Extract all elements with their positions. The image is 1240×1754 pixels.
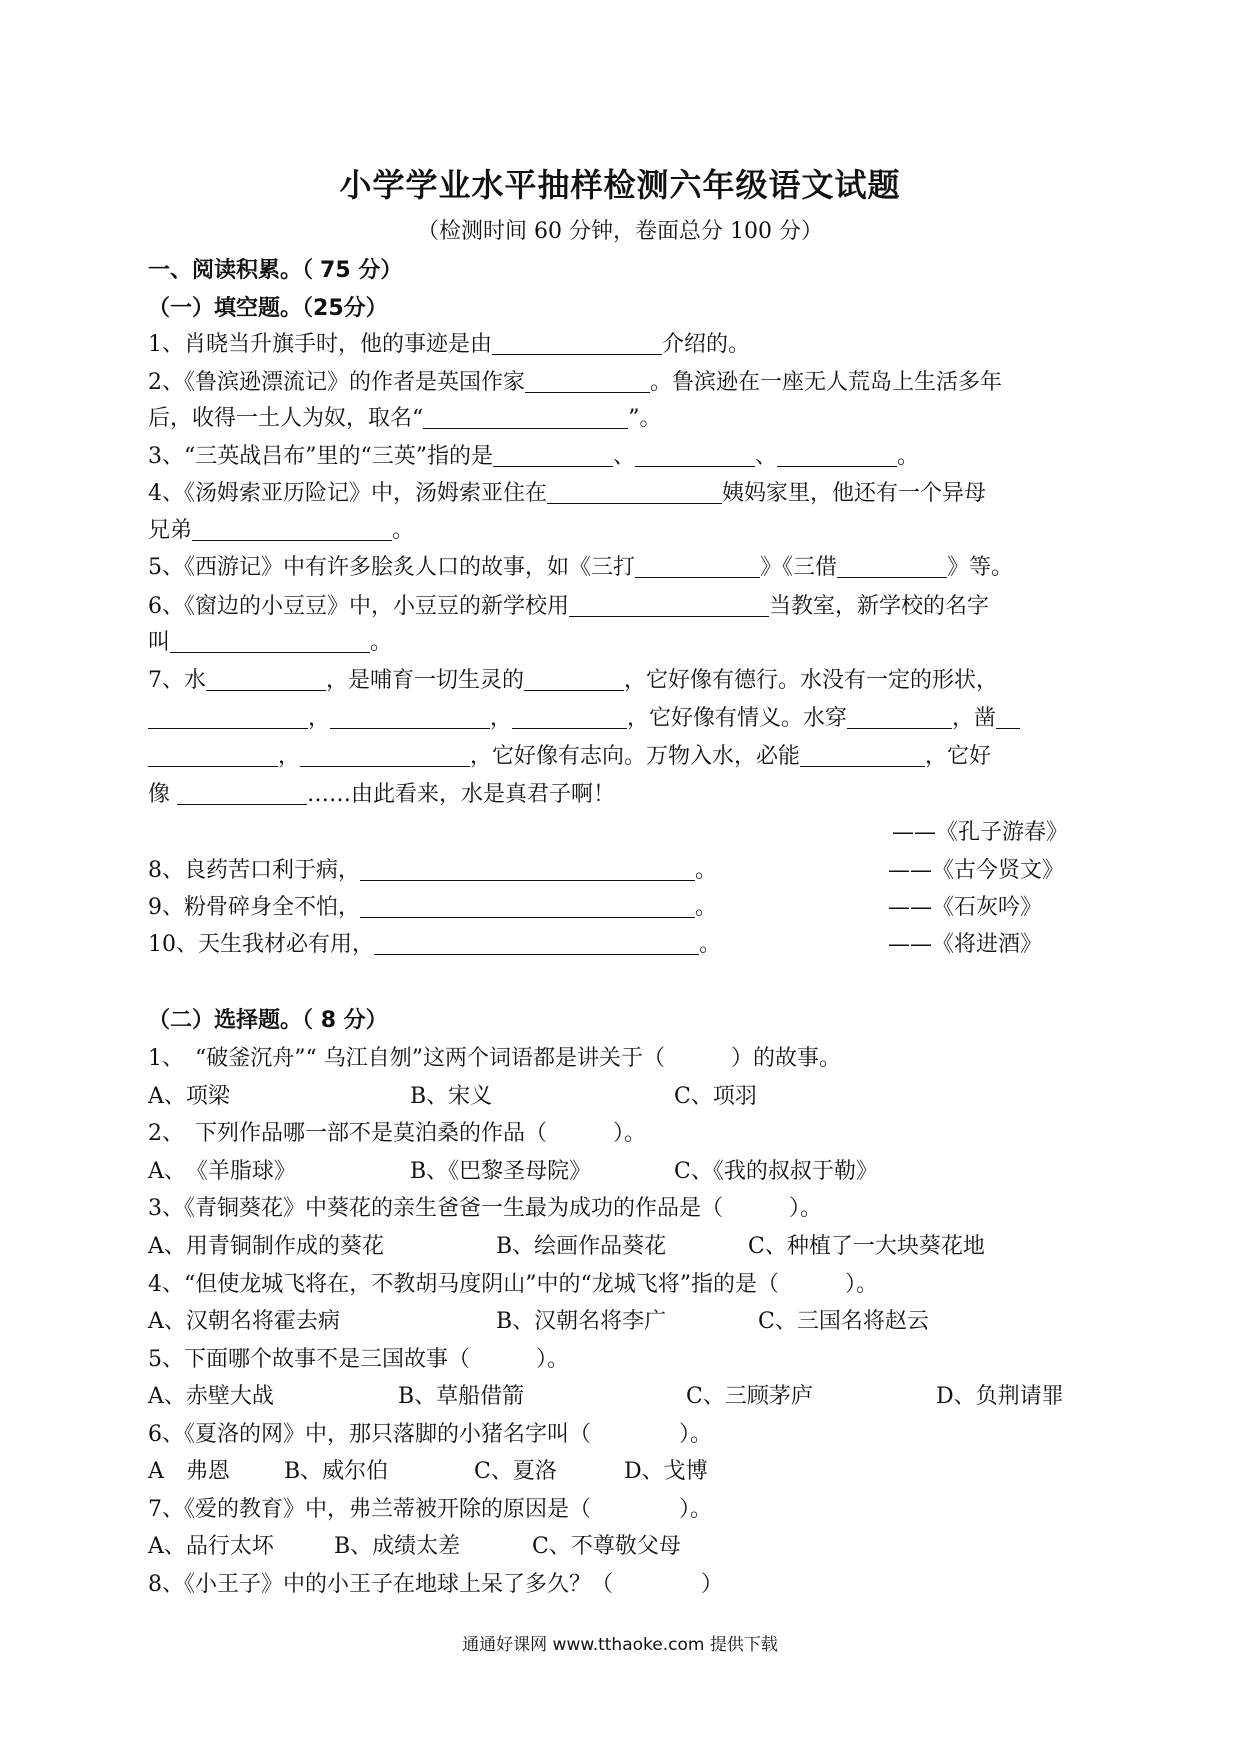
choice-question-6: 6、《夏洛的网》中，那只落脚的小猪名字叫（ ）。 <box>148 1422 712 1447</box>
q7-blank-8[interactable] <box>148 744 278 767</box>
q2-text-end: ”。 <box>628 406 662 431</box>
q3-blank-2[interactable] <box>635 444 755 467</box>
option-b[interactable]: B、草船借箭 <box>398 1384 525 1409</box>
q7-blank-10[interactable] <box>800 744 925 767</box>
q2-blank-1[interactable] <box>525 370 650 393</box>
fill-question-1 <box>148 330 750 360</box>
q7-blank-3[interactable] <box>148 706 308 729</box>
choice-question-1: 1、 “破釜沉舟”“ 乌江自刎”这两个词语都是讲关于（ ）的故事。 <box>148 1046 841 1071</box>
q7-sep-3: ， <box>278 744 301 769</box>
q3-text-end: 。 <box>897 444 920 469</box>
q2-blank-2[interactable] <box>423 406 628 429</box>
q7-blank-7[interactable] <box>996 706 1020 729</box>
q7-text-6: ，它好像有志向。万物入水，必能 <box>470 744 801 769</box>
q7-blank-5[interactable] <box>512 706 627 729</box>
part2-score: 8 <box>320 1008 336 1033</box>
fill-question-9 <box>148 893 717 923</box>
q8-text-end: 。 <box>695 858 718 883</box>
q2-text-2: 。鲁滨逊在一座无人荒岛上生活多年 <box>650 370 1003 395</box>
q9-text: 9、粉骨碎身全不怕， <box>148 895 360 920</box>
fill-question-2 <box>148 368 1002 398</box>
option-a[interactable]: A 弗恩 <box>148 1459 230 1484</box>
part1-score: 25 <box>313 296 344 321</box>
option-b[interactable]: B、威尔伯 <box>284 1459 389 1484</box>
q5-text-2: 》《三借 <box>760 555 838 580</box>
q10-source: ——《将进酒》 <box>888 932 1043 957</box>
part2-heading-text: （二）选择题。（ <box>148 1008 314 1033</box>
q7-sep-2: ， <box>490 706 513 731</box>
option-a[interactable]: A、品行太坏 <box>148 1534 274 1559</box>
q7-text-2: ，是哺育一切生灵的 <box>326 668 525 693</box>
q6-text-end: 。 <box>370 630 393 655</box>
q7-text-4: ，它好像有情义。水穿 <box>627 706 848 731</box>
q3-blank-1[interactable] <box>493 444 613 467</box>
option-c[interactable]: C、不尊敬父母 <box>532 1534 681 1559</box>
option-d[interactable]: D、负荆请罪 <box>936 1384 1064 1409</box>
fill-question-7-line2 <box>148 704 1020 734</box>
section1-score: 75 <box>320 258 351 283</box>
q1-blank[interactable] <box>492 332 662 355</box>
option-a[interactable]: A、项梁 <box>148 1084 230 1109</box>
q9-text-end: 。 <box>695 895 718 920</box>
q7-text-3: ，它好像有德行。水没有一定的形状， <box>624 668 999 693</box>
choice-question-4: 4、“但使龙城飞将在，不教胡马度阴山”中的“龙城飞将”指的是（ ）。 <box>148 1272 878 1297</box>
option-c[interactable]: C、夏洛 <box>474 1459 557 1484</box>
part1-heading <box>148 294 388 324</box>
option-c[interactable]: C、《我的叔叔于勒》 <box>674 1159 878 1184</box>
q8-source: ——《古今贤文》 <box>888 858 1065 883</box>
q6-text-3: 叫 <box>148 630 171 655</box>
fill-question-7-line3 <box>148 742 991 772</box>
fill-question-4 <box>148 479 986 509</box>
q4-blank-2[interactable] <box>192 518 392 541</box>
q7-sep-1: ， <box>308 706 331 731</box>
option-b[interactable]: B、《巴黎圣母院》 <box>410 1159 592 1184</box>
q9-blank[interactable] <box>360 895 695 918</box>
q2-text: 2、《鲁滨逊漂流记》的作者是英国作家 <box>148 370 525 395</box>
fill-question-6-cont <box>148 628 392 658</box>
q8-text: 8、良药苦口利于病， <box>148 858 360 883</box>
choice-question-3: 3、《青铜葵花》中葵花的亲生爸爸一生最为成功的作品是（ ）。 <box>148 1196 822 1221</box>
option-c[interactable]: C、项羽 <box>674 1084 757 1109</box>
fill-question-5 <box>148 553 1013 583</box>
fill-question-2-cont <box>148 404 662 434</box>
q5-text-end: 》等。 <box>947 555 1014 580</box>
option-a[interactable]: A、 《羊脂球》 <box>148 1159 296 1184</box>
fill-question-8 <box>148 856 717 886</box>
q4-text: 4、《汤姆索亚历险记》中，汤姆索亚住在 <box>148 481 547 506</box>
q4-text-3: 兄弟 <box>148 518 193 543</box>
fill-question-7 <box>148 666 998 696</box>
option-b[interactable]: B、成绩太差 <box>334 1534 461 1559</box>
q4-text-2: 姨妈家里，他还有一个异母 <box>722 481 987 506</box>
q9-source: ——《石灰吟》 <box>888 895 1043 920</box>
q7-blank-1[interactable] <box>206 668 326 691</box>
section1-heading-end: 分） <box>358 258 403 283</box>
q7-blank-4[interactable] <box>330 706 490 729</box>
option-a[interactable]: A、汉朝名将霍去病 <box>148 1309 340 1334</box>
fill-question-7-line4 <box>148 780 615 810</box>
q1-text-end: 介绍的。 <box>662 332 751 357</box>
option-d[interactable]: D、戈博 <box>624 1459 708 1484</box>
option-b[interactable]: B、汉朝名将李广 <box>496 1309 667 1334</box>
q6-blank-1[interactable] <box>569 594 769 617</box>
fill-question-3 <box>148 442 919 472</box>
q6-text: 6、《窗边的小豆豆》中，小豆豆的新学校用 <box>148 594 569 619</box>
q7-text-8: 像 <box>148 782 171 807</box>
q6-text-2: 当教室，新学校的名字 <box>769 594 990 619</box>
q2-text-3: 后，收得一土人为奴，取名“ <box>148 406 424 431</box>
q4-blank-1[interactable] <box>547 481 722 504</box>
part1-heading-end: 分） <box>343 296 388 321</box>
page-title: 小学学业水平抽样检测六年级语文试题 <box>339 166 901 204</box>
q6-blank-2[interactable] <box>170 630 370 653</box>
fill-question-10 <box>148 930 721 960</box>
q7-blank-6[interactable] <box>847 706 952 729</box>
option-b[interactable]: B、宋义 <box>410 1084 493 1109</box>
q7-text-9: ……由此看来，水是真君子啊！ <box>307 782 616 807</box>
choice-question-5: 5、下面哪个故事不是三国故事（ ）。 <box>148 1347 569 1372</box>
page-subtitle: （检测时间 60 分钟，卷面总分 100 分） <box>417 219 823 244</box>
q10-text: 10、天生我材必有用， <box>148 932 374 957</box>
q7-blank-2[interactable] <box>524 668 624 691</box>
q4-text-end: 。 <box>392 518 415 543</box>
q5-text: 5、《西游记》中有许多脍炙人口的故事，如《三打 <box>148 555 635 580</box>
section1-heading <box>148 256 402 286</box>
part1-heading-text: （一）填空题。（ <box>148 296 314 321</box>
q5-blank-2[interactable] <box>837 555 947 578</box>
option-c[interactable]: C、种植了一大块葵花地 <box>748 1234 985 1259</box>
q7-text-5: ，凿 <box>952 706 997 731</box>
option-c[interactable]: C、三国名将赵云 <box>758 1309 929 1334</box>
q7-source: ——《孔子游春》 <box>892 820 1069 845</box>
option-a[interactable]: A、赤壁大战 <box>148 1384 274 1409</box>
q10-text-end: 。 <box>699 932 722 957</box>
q7-blank-9[interactable] <box>300 744 470 767</box>
option-b[interactable]: B、绘画作品葵花 <box>496 1234 667 1259</box>
q8-blank[interactable] <box>360 858 695 881</box>
option-a[interactable]: A、用青铜制作成的葵花 <box>148 1234 384 1259</box>
part2-heading-end: 分） <box>343 1008 388 1033</box>
q3-sep-1: 、 <box>613 444 636 469</box>
option-c[interactable]: C、三顾茅庐 <box>686 1384 813 1409</box>
q3-sep-2: 、 <box>755 444 778 469</box>
q5-blank-1[interactable] <box>635 555 760 578</box>
q7-blank-11[interactable] <box>177 782 307 805</box>
q7-text-1: 7、水 <box>148 668 206 693</box>
choice-question-8: 8、《小王子》中的小王子在地球上呆了多久？（ ） <box>148 1572 723 1597</box>
section1-heading-text: 一、阅读积累。（ <box>148 258 314 283</box>
fill-question-4-cont <box>148 516 414 546</box>
part2-heading <box>148 1006 388 1036</box>
q3-blank-3[interactable] <box>777 444 897 467</box>
choice-question-7: 7、《爱的教育》中，弗兰蒂被开除的原因是（ ）。 <box>148 1497 712 1522</box>
q3-text: 3、“三英战吕布”里的“三英”指的是 <box>148 444 493 469</box>
choice-question-2: 2、 下列作品哪一部不是莫泊桑的作品（ ）。 <box>148 1121 646 1146</box>
q10-blank[interactable] <box>374 932 699 955</box>
q7-text-7: ，它好 <box>925 744 992 769</box>
page-footer: 通通好课网 www.tthaoke.com 提供下载 <box>462 1635 778 1655</box>
fill-question-6 <box>148 592 989 622</box>
q1-text: 1、肖晓当升旗手时，他的事迹是由 <box>148 332 492 357</box>
